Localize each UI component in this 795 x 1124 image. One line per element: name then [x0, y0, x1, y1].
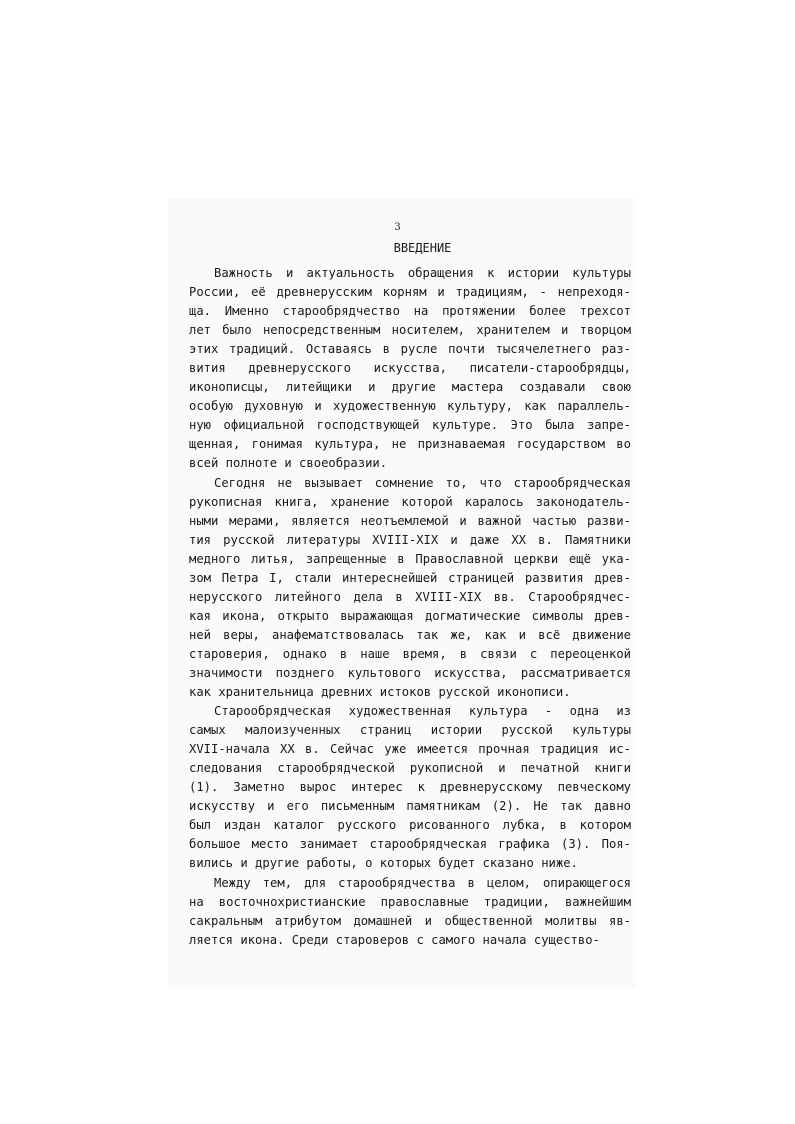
paragraph: [189, 474, 631, 703]
text-line: XVII-начала XX в. Сейчас уже имеется прочная традиция ис-: [189, 742, 631, 757]
text-line: искусству и его письменным памятникам (2). Не так давно: [189, 799, 631, 814]
text-line: ляется икона. Среди староверов с самого начала существо-: [189, 932, 600, 947]
text-line: особую духовную и художественную культуру, как параллель-: [189, 399, 631, 414]
text-line: Важность и актуальность обращения к истории культуры: [214, 266, 631, 280]
text-line: значимости позднего культового искусства, рассматривается: [189, 665, 631, 680]
text-line: зом Петра I, стали интереснейшей страницей развития древ-: [189, 570, 631, 585]
paragraph: [189, 264, 631, 474]
text-line: сакральным атрибутом домашней и общественной молитвы яв-: [189, 913, 631, 928]
text-line: всей полноте и своеобразии.: [189, 456, 388, 471]
text-line: тия русской литературы XVIII-XIX и даже XX в. Памятники: [189, 532, 631, 547]
text-line: этих традиций. Оставаясь в русле почти тысячелетнего раз-: [189, 342, 631, 357]
section-heading: ВВЕДЕНИЕ: [393, 241, 452, 255]
text-line: лет было непосредственным носителем, хранителем и творцом: [189, 323, 631, 338]
text-line: рукописная книга, хранение которой каралось законодатель-: [189, 494, 631, 509]
paragraph: [189, 874, 631, 950]
text-line: иконописцы, литейщики и другие мастера создавали свою: [189, 380, 631, 395]
text-line: на восточнохристианские православные традиции, важнейшим: [189, 894, 631, 909]
text-line: кая икона, открыто выражающая догматические символы древ-: [189, 608, 631, 623]
text-line: щенная, гонимая культура, не признаваемая государством во: [189, 437, 631, 452]
text-line: Между тем, для старообрядчества в целом, опирающегося: [214, 875, 631, 890]
text-line: России, её древнерусским корням и традициям, - непреходя-: [189, 285, 631, 300]
text-line: вились и другие работы, о которых будет сказано ниже.: [189, 856, 578, 871]
text-line: Сегодня не вызывает сомнение то, что старообрядческая: [214, 475, 631, 490]
paragraph: [189, 702, 631, 873]
text-line: Старообрядческая художественная культура - одна из: [214, 704, 631, 719]
text-line: ными мерами, является неотъемлемой и важной частью разви-: [189, 513, 631, 528]
text-line: староверия, однако в наше время, в связи с переоценкой: [189, 646, 631, 661]
text-line: следования старообрядческой рукописной и печатной книги: [189, 761, 631, 776]
text-line: как хранительница древних истоков русской иконописи.: [189, 685, 571, 700]
text-line: самых малоизученных страниц истории русской культуры: [189, 723, 631, 738]
body-text: [189, 264, 631, 950]
text-line: был издан каталог русского рисованного лубка, в котором: [189, 818, 631, 833]
text-line: вития древнерусского искусства, писатели-старообрядцы,: [189, 361, 631, 376]
text-line: медного литья, запрещенные в Православной церкви ещё ука-: [189, 551, 631, 566]
text-line: большое место занимает старообрядческая графика (3). Поя-: [189, 837, 631, 852]
text-line: ща. Именно старообрядчество на протяжении более трехсот: [189, 304, 631, 319]
text-line: (1). Заметно вырос интерес к древнерусскому певческому: [189, 780, 631, 795]
text-line: нерусского литейного дела в XVIII-XIX вв. Старообрядчес-: [189, 589, 631, 604]
text-line: ней веры, анафематствовалась так же, как и всё движение: [189, 627, 631, 642]
page-number: 3: [394, 222, 401, 233]
text-line: ную официальной господствующей культуре. Это была запре-: [189, 418, 631, 433]
